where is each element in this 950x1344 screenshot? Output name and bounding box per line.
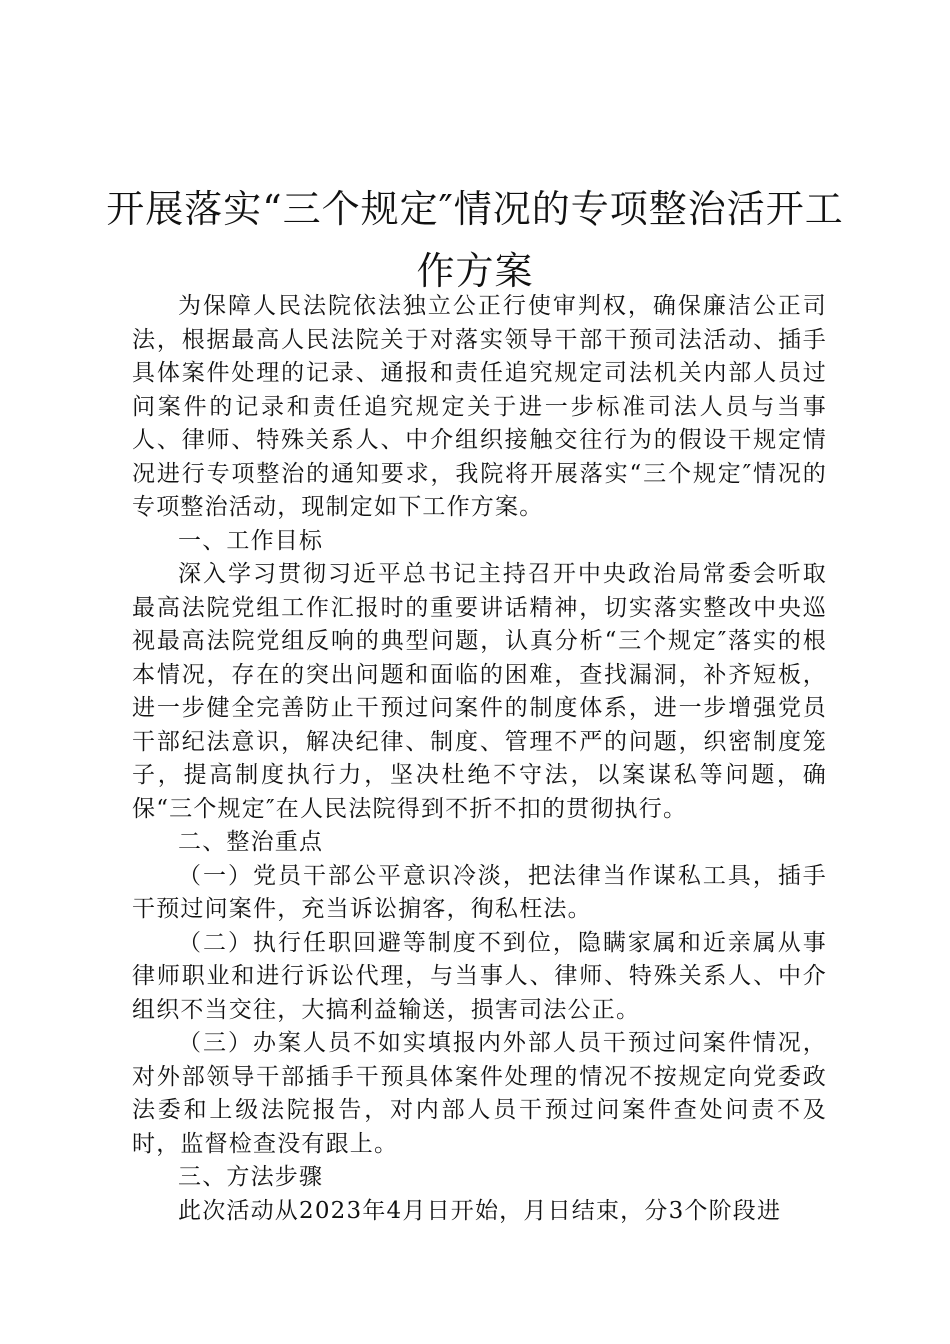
steps-paragraph: 此次活动从2023年4月日开始，月日结束，分3个阶段进 <box>178 1197 782 1224</box>
section-heading-work-goal: 一、工作目标 <box>178 527 324 554</box>
focus-item-3: （三）办案人员不如实填报内外部人员干预过问案件情况，对外部领导干部插手干预具体案件处理的情况不按规定向党委政法委和上级法院报告，对内部人员干预过问案件查处问责不及时，监督检查没有跟上。 <box>132 1030 827 1157</box>
document-title: 开展落实“三个规定″情况的专项整治活开工作方案 <box>106 187 844 293</box>
focus-item-2: （二）执行任职回避等制度不到位，隐瞒家属和近亲属从事律师职业和进行诉讼代理，与当事人、律师、特殊关系人、中介组织不当交往，大搞利益输送，损害司法公正。 <box>132 929 827 1023</box>
focus-item-1: （一）党员干部公平意识冷淡，把法律当作谋私工具，插手干预过问案件，充当诉讼掮客，徇私枉法。 <box>132 862 827 922</box>
intro-paragraph: 为保障人民法院依法独立公正行使审判权，确保廉洁公正司法，根据最高人民法院关于对落实领导干部干预司法活动、插手具体案件处理的记录、通报和责任追究规定司法机关内部人员过问案件的记录和责任追究规定关于进一步标准司法人员与当事人、律师、特殊关系人、中介组织接触交往行为的假设干规定情况进行专项整治的通知要求，我院将开展落实“三个规定″情况的专项整治活动，现制定如下工作方案。 <box>132 293 827 520</box>
document-body <box>132 290 827 1228</box>
work-goal-paragraph: 深入学习贯彻习近平总书记主持召开中央政治局常委会听取最高法院党组工作汇报时的重要讲话精神，切实落实整改中央巡视最高法院党组反响的典型问题，认真分析“三个规定″落实的根本情况，存在的突出问题和面临的困难，查找漏洞，补齐短板，进一步健全完善防止干预过问案件的制度体系，进一步增强党员干部纪法意识，解决纪律、制度、管理不严的问题，织密制度笼子，提高制度执行力，坚决杜绝不守法，以案谋私等问题，确保“三个规定″在人民法院得到不折不扣的贯彻执行。 <box>132 561 827 822</box>
section-heading-focus: 二、整治重点 <box>178 829 324 855</box>
section-heading-steps: 三、方法步骤 <box>178 1164 324 1190</box>
